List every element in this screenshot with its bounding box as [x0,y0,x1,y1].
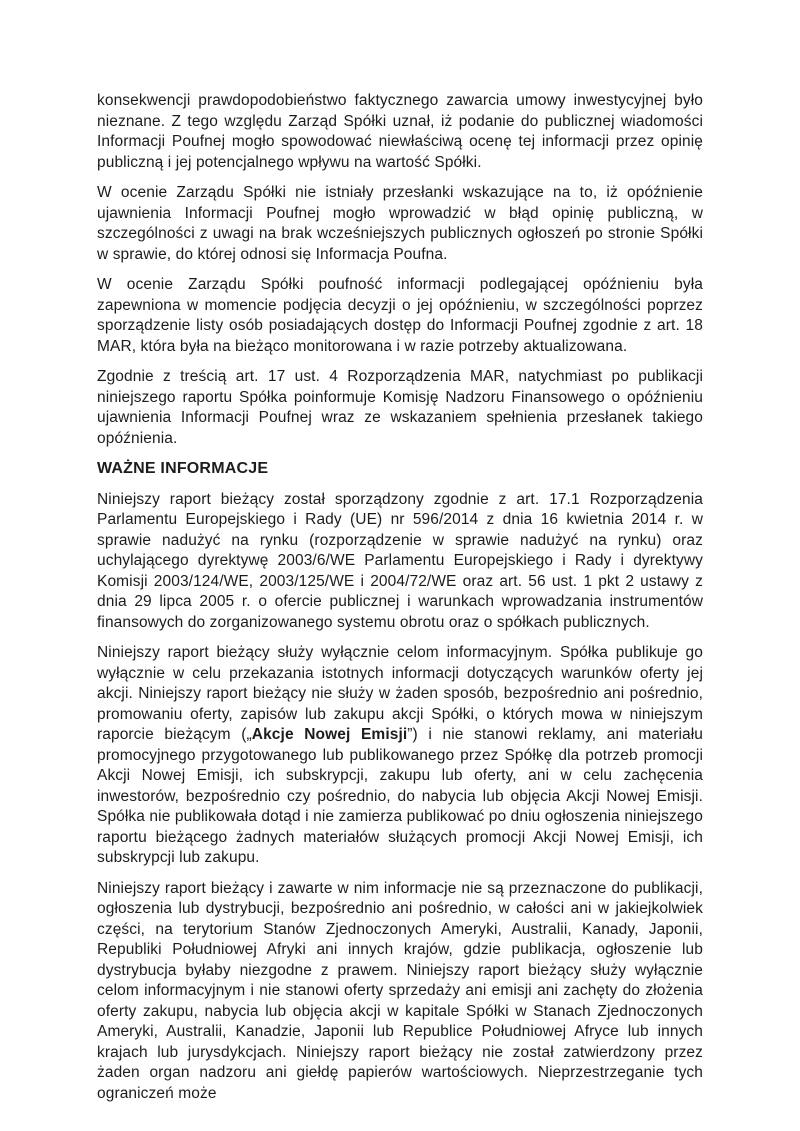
paragraph-confidential-info-assessment: konsekwencji prawdopodobieństwo faktycznego zawarcia umowy inwestycyjnej było nieznane. Z tego względu Zarząd Spółki uznał, iż podanie do publicznej wiadomości Informacji Poufnej mogło spowodować niewłaściwą ocenę tej informacji przez opinię publiczną i jej potencjalnego wpływu na wartość Spółki. [97,92,703,171]
paragraph-no-misleading-premises: W ocenie Zarządu Spółki nie istniały przesłanki wskazujące na to, iż opóźnienie ujawnienia Informacji Poufnej mogło wprowadzić w błąd opinię publiczną, w szczególności z uwagi na brak wcześniejszych publicznych ogłoszeń po stronie Spółki w sprawie, do której odnosi się Informacja Poufna. [97,184,703,263]
paragraph-text-before-term: Niniejszy raport bieżący służy wyłącznie celom informacyjnym. Spółka publikuje go wyłącznie w celu przekazania istotnych informacji dotyczących warunków oferty jej akcji. Niniejszy raport bieżący nie służy w żaden sposób, bezpośrednio ani pośrednio, promowaniu oferty, zapisów lub zakupu akcji Spółki, o których mowa w niniejszym raporcie bieżącym („ [97,644,703,743]
section-heading-important-information: WAŻNE INFORMACJE [97,460,269,477]
defined-term-new-issue-shares: Akcje Nowej Emisji [251,726,408,743]
paragraph-text-after-term: ”) i nie stanowi reklamy, ani materiału promocyjnego przygotowanego lub publikowanego przez Spółkę dla potrzeb promocji Akcji Nowej Emisji, ich subskrypcji, zakupu lub oferty, ani w celu zachęcenia inwestorów, bezpośrednio czy pośrednio, do nabycia lub objęcia Akcji Nowej Emisji. Spółka nie publikowała dotąd i nie zamierza publikować po dniu ogłoszenia niniejszego raportu bieżącego żadnych materiałów służących promocji Akcji Nowej Emisji, ich subskrypcji lub zakupu. [97,726,703,866]
paragraph-knf-notification: Zgodnie z treścią art. 17 ust. 4 Rozporządzenia MAR, natychmiast po publikacji niniejszego raportu Spółka poinformuje Komisję Nadzoru Finansowego o opóźnieniu ujawnienia Informacji Poufnej wraz ze wskazaniem spełnienia przesłanek takiego opóźnienia. [97,368,703,447]
paragraph-distribution-restrictions: Niniejszy raport bieżący i zawarte w nim informacje nie są przeznaczone do publikacji, ogłoszenia lub dystrybucji, bezpośrednio ani pośrednio, w całości ani w jakiejkolwiek części, na terytorium Stanów Zjednoczonych Ameryki, Australii, Kanady, Japonii, Republiki Południowej Afryki ani innych krajów, gdzie publikacja, ogłoszenie lub dystrybucja byłaby niezgodne z prawem. Niniejszy raport bieżący służy wyłącznie celom informacyjnym i nie stanowi oferty sprzedaży ani emisji ani zachęty do złożenia oferty zakupu, nabycia lub objęcia akcji w kapitale Spółki w Stanach Zjednoczonych Ameryki, Australii, Kanadzie, Japonii lub Republice Południowej Afryce lub innych krajach lub jurysdykcjach. Niniejszy raport bieżący nie został zatwierdzony przez żaden organ nadzoru ani giełdę papierów wartościowych. Nieprzestrzeganie tych ograniczeń może [97,879,703,1102]
paragraph-informational-purpose [97,643,703,869]
document-content [97,91,703,1114]
paragraph-legal-basis: Niniejszy raport bieżący został sporządzony zgodnie z art. 17.1 Rozporządzenia Parlamentu Europejskiego i Rady (UE) nr 596/2014 z dnia 16 kwietnia 2014 r. w sprawie nadużyć na rynku (rozporządzenie w sprawie nadużyć na rynku) oraz uchylającego dyrektywę 2003/6/WE Parlamentu Europejskiego i Rady i dyrektywy Komisji 2003/124/WE, 2003/125/WE i 2004/72/WE oraz art. 56 ust. 1 pkt 2 ustawy z dnia 29 lipca 2005 r. o ofercie publicznej i warunkach wprowadzania instrumentów finansowych do zorganizowanego systemu obrotu oraz o spółkach publicznych. [97,490,703,631]
paragraph-confidentiality-ensured: W ocenie Zarządu Spółki poufność informacji podlegającej opóźnieniu była zapewniona w momencie podjęcia decyzji o jej opóźnieniu, w szczególności poprzez sporządzenie listy osób posiadających dostęp do Informacji Poufnej zgodnie z art. 18 MAR, która była na bieżąco monitorowana i w razie potrzeby aktualizowana. [97,276,703,355]
